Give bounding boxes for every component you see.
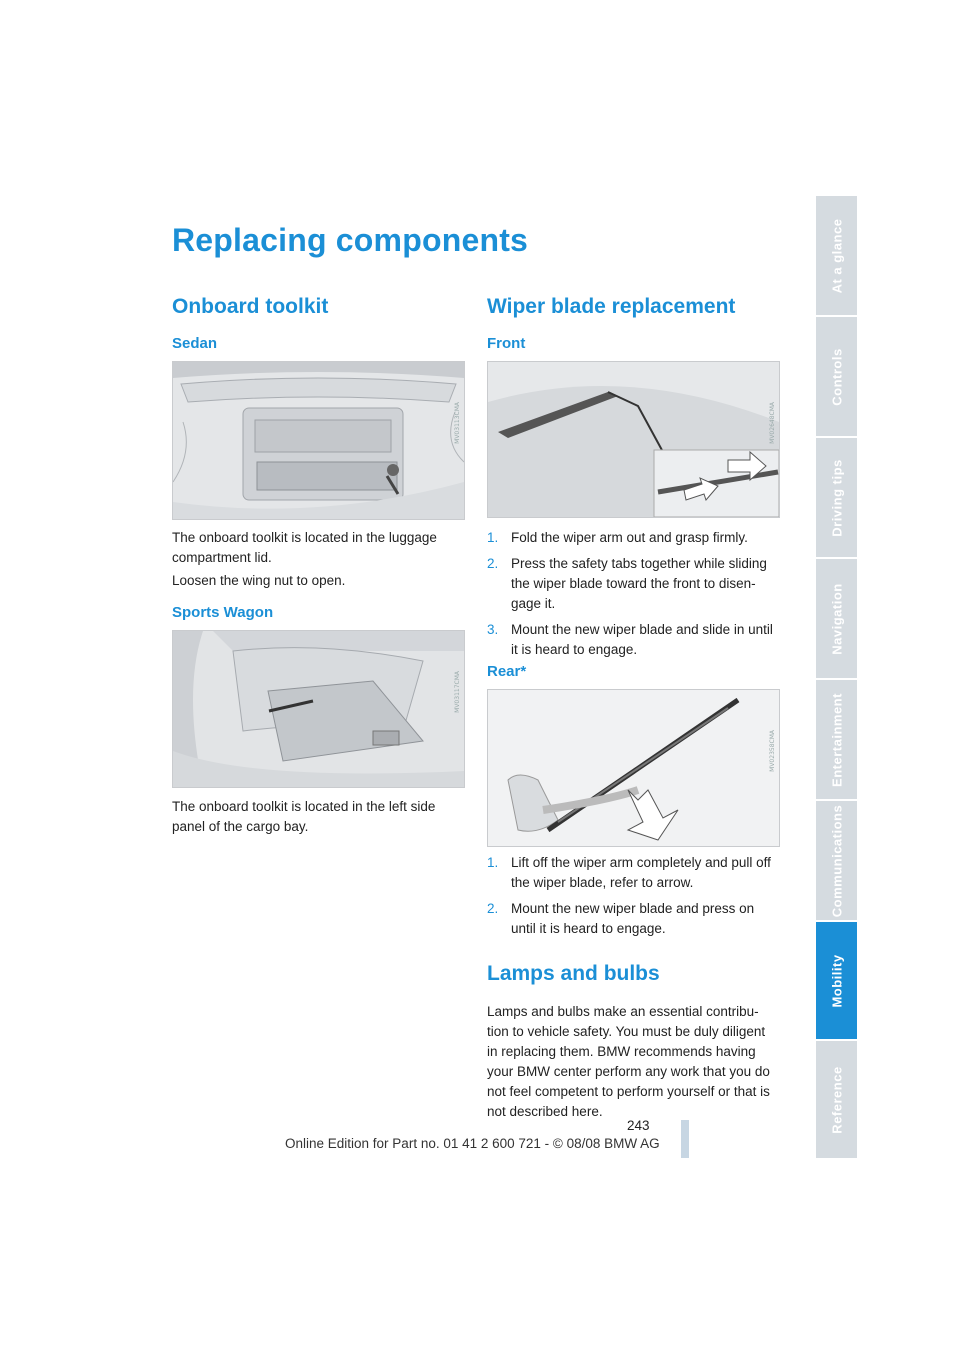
sports-wagon-heading: Sports Wagon bbox=[172, 604, 274, 621]
rear-steps-list bbox=[487, 853, 779, 945]
figure-code: MV03117CMA bbox=[454, 671, 461, 713]
rear-wiper-illustration bbox=[488, 690, 779, 846]
front-step-1: 1. Fold the wiper arm out and grasp firmly. bbox=[487, 530, 748, 545]
figure-code: MV03113CMA bbox=[454, 402, 461, 444]
front-steps-list bbox=[487, 528, 779, 666]
front-wiper-figure bbox=[487, 361, 780, 518]
wagon-toolkit-figure bbox=[172, 630, 465, 788]
figure-code: MV02358CMA bbox=[769, 730, 776, 772]
sidebar-tab-controls[interactable]: Controls bbox=[816, 317, 857, 438]
page-marker-bar bbox=[681, 1120, 689, 1158]
front-step-2: 2. Press the safety tabs together while sliding the wiper blade toward the front to disen-gage it. bbox=[487, 556, 767, 611]
sedan-trunk-lid-illustration bbox=[173, 362, 464, 519]
sidebar-tab-driving-tips[interactable]: Driving tips bbox=[816, 438, 857, 559]
sidebar-tab-reference[interactable]: Reference bbox=[816, 1041, 857, 1160]
figure-code: MV02648CMA bbox=[769, 402, 776, 444]
sedan-text-open: Loosen the wing nut to open. bbox=[172, 573, 346, 588]
sidebar-tab-mobility[interactable]: Mobility bbox=[816, 922, 857, 1041]
rear-wiper-figure bbox=[487, 689, 780, 847]
sedan-toolkit-figure bbox=[172, 361, 465, 520]
chapter-sidebar bbox=[816, 196, 857, 1160]
sidebar-tab-entertainment[interactable]: Entertainment bbox=[816, 680, 857, 801]
front-wiper-illustration bbox=[488, 362, 779, 517]
wagon-text-location: The onboard toolkit is located in the left side panel of the cargo bay. bbox=[172, 799, 436, 834]
rear-heading: Rear* bbox=[487, 663, 527, 680]
sedan-heading: Sedan bbox=[172, 335, 218, 352]
front-heading: Front bbox=[487, 335, 526, 352]
onboard-toolkit-heading: Onboard toolkit bbox=[172, 295, 329, 318]
sidebar-tab-communications[interactable]: Communications bbox=[816, 801, 857, 922]
lamps-bulbs-text: Lamps and bulbs make an essential contribu-tion to vehicle safety. You must be duly diligent in replacing them. BMW recommends having your BMW center perform any work that you do not feel competent to perform yourself or that is not described here. bbox=[487, 1004, 770, 1119]
lamps-bulbs-heading: Lamps and bulbs bbox=[487, 962, 660, 985]
sidebar-tab-at-a-glance[interactable]: At a glance bbox=[816, 196, 857, 317]
rear-step-2: 2. Mount the new wiper blade and press on until it is heard to engage. bbox=[487, 901, 755, 936]
page-number: 243 bbox=[627, 1118, 650, 1133]
rear-step-1: 1. Lift off the wiper arm completely and pull off the wiper blade, refer to arrow. bbox=[487, 855, 771, 890]
sedan-text-location: The onboard toolkit is located in the luggage compartment lid. bbox=[172, 530, 437, 565]
page-title: Replacing components bbox=[172, 222, 529, 258]
footer-edition: Online Edition for Part no. 01 41 2 600 721 - © 08/08 BMW AG bbox=[285, 1136, 660, 1151]
sidebar-tab-navigation[interactable]: Navigation bbox=[816, 559, 857, 680]
wagon-cargo-bay-illustration bbox=[173, 631, 464, 787]
wiper-blade-heading: Wiper blade replacement bbox=[487, 295, 736, 318]
front-step-3: 3. Mount the new wiper blade and slide in until it is heard to engage. bbox=[487, 622, 773, 657]
